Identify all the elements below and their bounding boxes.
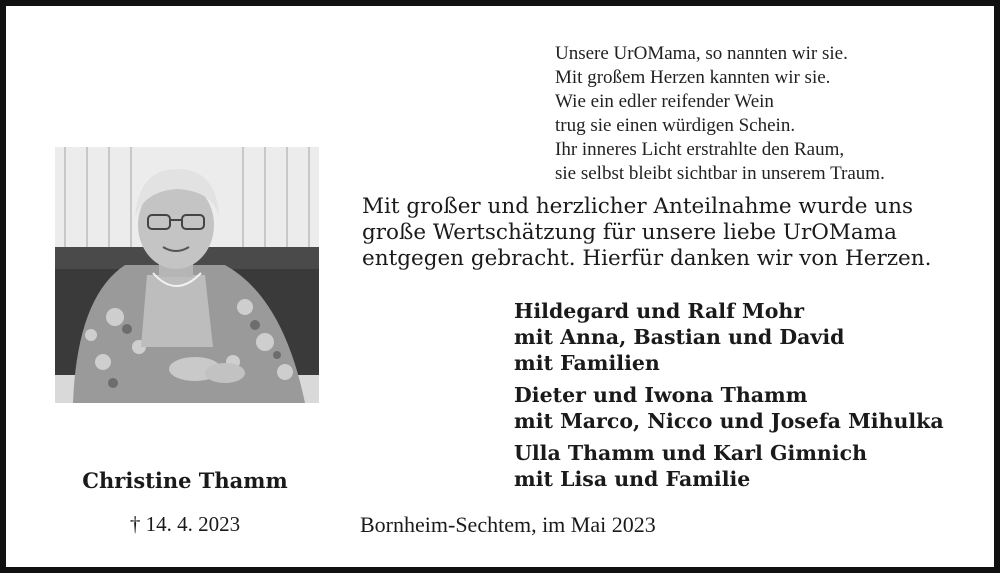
thanks-line: entgegen gebracht. Hierfür danken wir von Herzen. [362, 246, 932, 271]
poem-line: Wie ein edler reifender Wein [555, 91, 774, 112]
family-line: mit Familien [514, 351, 660, 375]
family-line: Ulla Thamm und Karl Gimnich [514, 441, 868, 465]
portrait-photo [55, 147, 319, 403]
family-line: Dieter und Iwona Thamm [514, 383, 808, 407]
poem-line: sie selbst bleibt sichtbar in unserem Traum. [555, 163, 885, 184]
thanks-line: Mit großer und herzlicher Anteilnahme wurde uns [362, 194, 914, 219]
poem-line: Mit großem Herzen kannten wir sie. [555, 67, 831, 88]
thanks-paragraph [362, 194, 959, 272]
thanks-line: große Wertschätzung für unsere liebe UrOMama [362, 220, 897, 245]
family-group [514, 440, 944, 492]
family-group [514, 382, 944, 434]
place-and-date: Bornheim-Sechtem, im Mai 2023 [360, 512, 656, 537]
family-line: mit Anna, Bastian und David [514, 325, 845, 349]
poem-line: trug sie einen würdigen Schein. [555, 115, 796, 136]
family-group [514, 298, 944, 376]
family-line: mit Lisa und Familie [514, 467, 751, 491]
poem [555, 42, 885, 186]
family-line: mit Marco, Nicco und Josefa Mihulka [514, 409, 944, 433]
deceased-name: Christine Thamm [82, 468, 288, 493]
poem-line: Unsere UrOMama, so nannten wir sie. [555, 43, 848, 64]
family-signatures [514, 298, 944, 498]
poem-line: Ihr inneres Licht erstrahlte den Raum, [555, 139, 845, 160]
death-date: † 14. 4. 2023 [129, 512, 241, 536]
family-line: Hildegard und Ralf Mohr [514, 299, 805, 323]
